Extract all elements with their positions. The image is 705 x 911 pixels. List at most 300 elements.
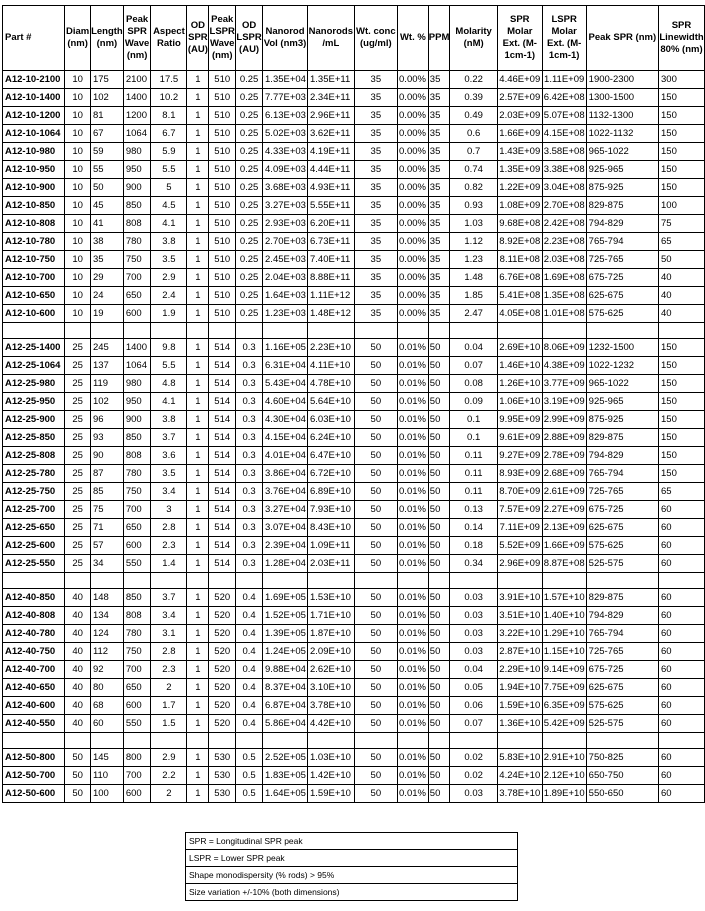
table-cell: 1900-2300 (586, 71, 658, 89)
table-cell: 25 (65, 465, 91, 483)
table-cell: 8.88E+11 (308, 269, 355, 287)
part-number-cell: A12-10-900 (3, 179, 65, 197)
table-cell: 29 (90, 269, 123, 287)
table-cell: 0.25 (236, 179, 263, 197)
header-od-lspr: OD LSPR (AU) (236, 6, 263, 71)
table-cell: 510 (209, 71, 236, 89)
table-cell: 1.83E+05 (263, 767, 308, 785)
part-number-cell: A12-10-1400 (3, 89, 65, 107)
table-cell: 1.23 (450, 251, 498, 269)
table-cell: 1400 (123, 339, 150, 357)
table-cell: 0.00% (398, 305, 429, 323)
table-cell: 510 (209, 107, 236, 125)
table-cell: 1.11E+12 (308, 287, 355, 305)
table-cell: 150 (659, 375, 705, 393)
table-cell: 780 (123, 465, 150, 483)
header-spr-molar-ext: SPR Molar Ext. (M-1cm-1) (497, 6, 542, 71)
table-cell: 2.9 (151, 749, 187, 767)
table-cell: 150 (659, 339, 705, 357)
table-cell: 765-794 (586, 625, 658, 643)
empty-cell (209, 323, 236, 339)
table-cell: 35 (428, 233, 450, 251)
table-row (3, 785, 705, 803)
table-cell: 510 (209, 215, 236, 233)
table-cell: 510 (209, 197, 236, 215)
empty-cell (65, 573, 91, 589)
empty-cell (586, 323, 658, 339)
table-cell: 1 (187, 715, 209, 733)
table-cell: 92 (90, 661, 123, 679)
table-cell: 50 (354, 679, 397, 697)
table-cell: 0.00% (398, 161, 429, 179)
table-cell: 100 (90, 785, 123, 803)
table-cell: 965-1022 (586, 375, 658, 393)
table-cell: 150 (659, 465, 705, 483)
table-cell: 1300-1500 (586, 89, 658, 107)
table-cell: 6.73E+11 (308, 233, 355, 251)
table-cell: 2.52E+05 (263, 749, 308, 767)
table-cell: 2.61E+09 (542, 483, 586, 501)
table-cell: 1.35E+08 (542, 287, 586, 305)
table-cell: 25 (65, 519, 91, 537)
table-cell: 60 (659, 661, 705, 679)
table-cell: 1 (187, 429, 209, 447)
table-cell: 514 (209, 483, 236, 501)
legend-row (186, 884, 518, 901)
table-cell: 0.3 (236, 411, 263, 429)
table-cell: 35 (354, 233, 397, 251)
table-cell: 60 (659, 537, 705, 555)
table-row (3, 107, 705, 125)
table-cell: 10 (65, 251, 91, 269)
table-cell: 0.5 (236, 767, 263, 785)
table-cell: 1 (187, 269, 209, 287)
table-cell: 3.27E+03 (263, 197, 308, 215)
empty-cell (263, 573, 308, 589)
table-cell: 50 (354, 447, 397, 465)
table-cell: 50 (428, 375, 450, 393)
table-cell: 41 (90, 215, 123, 233)
table-cell: 3.27E+04 (263, 501, 308, 519)
table-cell: 10 (65, 269, 91, 287)
table-cell: 5 (151, 179, 187, 197)
table-cell: 50 (428, 661, 450, 679)
table-cell: 1.35E+04 (263, 71, 308, 89)
table-cell: 510 (209, 251, 236, 269)
table-cell: 2.29E+10 (497, 661, 542, 679)
table-row (3, 287, 705, 305)
table-cell: 1 (187, 107, 209, 125)
table-row (3, 483, 705, 501)
table-row (3, 767, 705, 785)
table-cell: 1 (187, 215, 209, 233)
table-cell: 10 (65, 89, 91, 107)
part-number-cell: A12-50-700 (3, 767, 65, 785)
table-cell: 780 (123, 233, 150, 251)
table-cell: 50 (428, 555, 450, 573)
table-row (3, 197, 705, 215)
table-cell: 5.64E+10 (308, 393, 355, 411)
table-cell: 81 (90, 107, 123, 125)
table-cell: 10 (65, 71, 91, 89)
table-cell: 1.69E+05 (263, 589, 308, 607)
table-row (3, 501, 705, 519)
table-cell: 4.78E+10 (308, 375, 355, 393)
table-cell: 4.30E+04 (263, 411, 308, 429)
header-row (3, 6, 705, 71)
table-cell: 1.06E+10 (497, 393, 542, 411)
table-cell: 0.5 (236, 785, 263, 803)
header-peak-spr: Peak SPR (nm) (586, 6, 658, 71)
table-cell: 1.22E+09 (497, 179, 542, 197)
table-row (3, 697, 705, 715)
table-cell: 19 (90, 305, 123, 323)
part-number-cell: A12-40-780 (3, 625, 65, 643)
table-cell: 35 (354, 287, 397, 305)
table-cell: 112 (90, 643, 123, 661)
table-cell: 1.24E+05 (263, 643, 308, 661)
part-number-cell: A12-10-1064 (3, 125, 65, 143)
table-cell: 2.04E+03 (263, 269, 308, 287)
table-cell: 25 (65, 339, 91, 357)
table-cell: 0.4 (236, 589, 263, 607)
table-cell: 50 (354, 785, 397, 803)
table-cell: 0.22 (450, 71, 498, 89)
table-row (3, 447, 705, 465)
table-cell: 794-829 (586, 215, 658, 233)
table-cell: 0.01% (398, 357, 429, 375)
table-cell: 1.35E+09 (497, 161, 542, 179)
part-number-cell: A12-25-1064 (3, 357, 65, 375)
part-number-cell: A12-10-650 (3, 287, 65, 305)
table-cell: 50 (428, 697, 450, 715)
table-cell: 2.13E+09 (542, 519, 586, 537)
empty-cell (263, 733, 308, 749)
header-diam: Diam (nm) (65, 6, 91, 71)
table-cell: 300 (659, 71, 705, 89)
table-cell: 829-875 (586, 197, 658, 215)
table-cell: 1 (187, 89, 209, 107)
empty-cell (497, 733, 542, 749)
table-cell: 530 (209, 749, 236, 767)
table-cell: 50 (90, 179, 123, 197)
header-nanorod-vol: Nanorod Vol (nm3) (263, 6, 308, 71)
empty-cell (65, 733, 91, 749)
table-cell: 1.08E+09 (497, 197, 542, 215)
table-row (3, 625, 705, 643)
table-cell: 40 (65, 697, 91, 715)
table-cell: 0.08 (450, 375, 498, 393)
table-cell: 60 (659, 519, 705, 537)
table-cell: 150 (659, 357, 705, 375)
table-cell: 2.39E+04 (263, 537, 308, 555)
table-cell: 0.7 (450, 143, 498, 161)
table-cell: 7.11E+09 (497, 519, 542, 537)
table-cell: 150 (659, 107, 705, 125)
table-cell: 980 (123, 143, 150, 161)
table-cell: 2.45E+03 (263, 251, 308, 269)
table-cell: 60 (659, 589, 705, 607)
table-cell: 520 (209, 643, 236, 661)
table-cell: 2.47 (450, 305, 498, 323)
table-cell: 0.3 (236, 357, 263, 375)
table-cell: 550-650 (586, 785, 658, 803)
table-cell: 50 (428, 643, 450, 661)
table-cell: 25 (65, 483, 91, 501)
table-cell: 50 (428, 625, 450, 643)
table-cell: 5.5 (151, 161, 187, 179)
table-cell: 750 (123, 483, 150, 501)
empty-cell (354, 323, 397, 339)
table-cell: 150 (659, 447, 705, 465)
table-cell: 520 (209, 661, 236, 679)
table-cell: 0.3 (236, 537, 263, 555)
table-cell: 650-750 (586, 767, 658, 785)
table-cell: 40 (65, 643, 91, 661)
table-cell: 514 (209, 519, 236, 537)
table-row (3, 143, 705, 161)
table-cell: 1.28E+04 (263, 555, 308, 573)
table-cell: 2.2 (151, 767, 187, 785)
table-cell: 45 (90, 197, 123, 215)
table-cell: 0.25 (236, 287, 263, 305)
table-row (3, 465, 705, 483)
header-wt-conc: Wt. conc (ug/ml) (354, 6, 397, 71)
table-cell: 3.7 (151, 589, 187, 607)
table-cell: 808 (123, 447, 150, 465)
table-cell: 625-675 (586, 287, 658, 305)
table-cell: 0.93 (450, 197, 498, 215)
part-number-cell: A12-40-600 (3, 697, 65, 715)
table-cell: 1.15E+10 (542, 643, 586, 661)
table-cell: 150 (659, 179, 705, 197)
table-cell: 3 (151, 501, 187, 519)
header-length: Length (nm) (90, 6, 123, 71)
table-row (3, 715, 705, 733)
table-cell: 4.60E+04 (263, 393, 308, 411)
empty-cell (209, 733, 236, 749)
table-cell: 71 (90, 519, 123, 537)
table-cell: 0.07 (450, 715, 498, 733)
part-number-cell: A12-10-780 (3, 233, 65, 251)
table-cell: 0.04 (450, 661, 498, 679)
part-number-cell: A12-10-950 (3, 161, 65, 179)
table-cell: 50 (65, 749, 91, 767)
table-cell: 2.23E+10 (308, 339, 355, 357)
table-cell: 1 (187, 305, 209, 323)
table-cell: 50 (428, 357, 450, 375)
table-cell: 50 (65, 785, 91, 803)
table-cell: 50 (354, 555, 397, 573)
table-cell: 0.4 (236, 697, 263, 715)
table-cell: 50 (354, 607, 397, 625)
table-cell: 24 (90, 287, 123, 305)
table-cell: 60 (659, 767, 705, 785)
table-row (3, 305, 705, 323)
table-cell: 175 (90, 71, 123, 89)
empty-cell (90, 573, 123, 589)
empty-cell (354, 733, 397, 749)
table-cell: 700 (123, 661, 150, 679)
table-cell: 9.68E+08 (497, 215, 542, 233)
table-cell: 1.59E+10 (308, 785, 355, 803)
table-cell: 875-925 (586, 179, 658, 197)
table-cell: 50 (354, 429, 397, 447)
table-cell: 2.27E+09 (542, 501, 586, 519)
table-cell: 50 (354, 519, 397, 537)
table-cell: 2.69E+10 (497, 339, 542, 357)
table-cell: 1.85 (450, 287, 498, 305)
table-cell: 5.42E+09 (542, 715, 586, 733)
table-cell: 530 (209, 785, 236, 803)
table-cell: 650 (123, 287, 150, 305)
legend-lspr-definition: LSPR = Lower SPR peak (186, 850, 518, 867)
table-cell: 4.15E+04 (263, 429, 308, 447)
table-cell: 1.03 (450, 215, 498, 233)
table-cell: 1.69E+08 (542, 269, 586, 287)
table-cell: 50 (428, 749, 450, 767)
table-cell: 0.6 (450, 125, 498, 143)
table-cell: 0.00% (398, 215, 429, 233)
table-cell: 2.68E+09 (542, 465, 586, 483)
table-cell: 3.6 (151, 447, 187, 465)
table-cell: 4.33E+03 (263, 143, 308, 161)
table-cell: 17.5 (151, 71, 187, 89)
table-cell: 650 (123, 519, 150, 537)
table-cell: 35 (428, 305, 450, 323)
table-cell: 1.57E+10 (542, 589, 586, 607)
table-cell: 510 (209, 89, 236, 107)
table-cell: 0.25 (236, 233, 263, 251)
table-cell: 6.89E+10 (308, 483, 355, 501)
table-cell: 510 (209, 233, 236, 251)
table-cell: 35 (428, 89, 450, 107)
table-cell: 10.2 (151, 89, 187, 107)
empty-cell (308, 733, 355, 749)
empty-cell (151, 573, 187, 589)
table-cell: 60 (659, 625, 705, 643)
empty-cell (586, 573, 658, 589)
empty-cell (428, 573, 450, 589)
table-cell: 0.1 (450, 411, 498, 429)
table-cell: 1.12 (450, 233, 498, 251)
table-cell: 675-725 (586, 269, 658, 287)
table-cell: 2.3 (151, 661, 187, 679)
table-cell: 0.01% (398, 465, 429, 483)
table-cell: 6.7 (151, 125, 187, 143)
table-row (3, 429, 705, 447)
table-cell: 1 (187, 411, 209, 429)
table-cell: 925-965 (586, 161, 658, 179)
table-cell: 6.24E+10 (308, 429, 355, 447)
table-cell: 575-625 (586, 537, 658, 555)
table-cell: 50 (354, 697, 397, 715)
table-cell: 575-625 (586, 697, 658, 715)
table-cell: 1 (187, 589, 209, 607)
legend-row (186, 833, 518, 850)
table-cell: 35 (428, 215, 450, 233)
empty-cell (90, 733, 123, 749)
table-cell: 829-875 (586, 589, 658, 607)
table-cell: 50 (354, 589, 397, 607)
table-cell: 57 (90, 537, 123, 555)
table-cell: 40 (65, 625, 91, 643)
table-cell: 0.11 (450, 483, 498, 501)
table-cell: 520 (209, 715, 236, 733)
empty-cell (428, 733, 450, 749)
table-cell: 0.01% (398, 679, 429, 697)
part-number-cell: A12-25-950 (3, 393, 65, 411)
table-cell: 8.70E+09 (497, 483, 542, 501)
table-cell: 40 (659, 305, 705, 323)
empty-cell (3, 733, 65, 749)
table-cell: 0.03 (450, 589, 498, 607)
table-cell: 1.9 (151, 305, 187, 323)
table-cell: 35 (428, 107, 450, 125)
table-cell: 10 (65, 233, 91, 251)
table-cell: 0.25 (236, 215, 263, 233)
table-cell: 0.06 (450, 697, 498, 715)
table-cell: 60 (659, 697, 705, 715)
empty-cell (187, 733, 209, 749)
table-cell: 0.03 (450, 607, 498, 625)
table-cell: 137 (90, 357, 123, 375)
table-cell: 3.51E+10 (497, 607, 542, 625)
table-cell: 520 (209, 679, 236, 697)
empty-cell (398, 573, 429, 589)
table-cell: 90 (90, 447, 123, 465)
table-cell: 50 (354, 643, 397, 661)
table-cell: 75 (90, 501, 123, 519)
table-cell: 808 (123, 607, 150, 625)
table-cell: 10 (65, 197, 91, 215)
table-cell: 50 (428, 465, 450, 483)
table-cell: 50 (428, 411, 450, 429)
part-number-cell: A12-10-808 (3, 215, 65, 233)
table-cell: 65 (659, 483, 705, 501)
table-cell: 530 (209, 767, 236, 785)
table-cell: 514 (209, 465, 236, 483)
table-cell: 0.01% (398, 411, 429, 429)
table-cell: 6.47E+10 (308, 447, 355, 465)
table-cell: 55 (90, 161, 123, 179)
table-cell: 675-725 (586, 501, 658, 519)
table-cell: 35 (90, 251, 123, 269)
table-cell: 25 (65, 501, 91, 519)
group-spacer-row (3, 323, 705, 339)
table-cell: 0.01% (398, 519, 429, 537)
table-cell: 0.25 (236, 305, 263, 323)
table-cell: 35 (354, 143, 397, 161)
part-number-cell: A12-50-800 (3, 749, 65, 767)
table-cell: 40 (65, 715, 91, 733)
header-peak-spr-wave: Peak SPR Wave (nm) (123, 6, 150, 71)
table-cell: 1.48 (450, 269, 498, 287)
table-cell: 0.04 (450, 339, 498, 357)
table-cell: 35 (428, 179, 450, 197)
table-cell: 2.96E+11 (308, 107, 355, 125)
table-cell: 35 (354, 197, 397, 215)
group-spacer-row (3, 573, 705, 589)
table-cell: 1.39E+05 (263, 625, 308, 643)
table-cell: 1.03E+10 (308, 749, 355, 767)
table-cell: 10 (65, 287, 91, 305)
table-cell: 35 (428, 71, 450, 89)
table-cell: 5.86E+04 (263, 715, 308, 733)
table-cell: 150 (659, 89, 705, 107)
table-cell: 150 (659, 411, 705, 429)
table-cell: 59 (90, 143, 123, 161)
